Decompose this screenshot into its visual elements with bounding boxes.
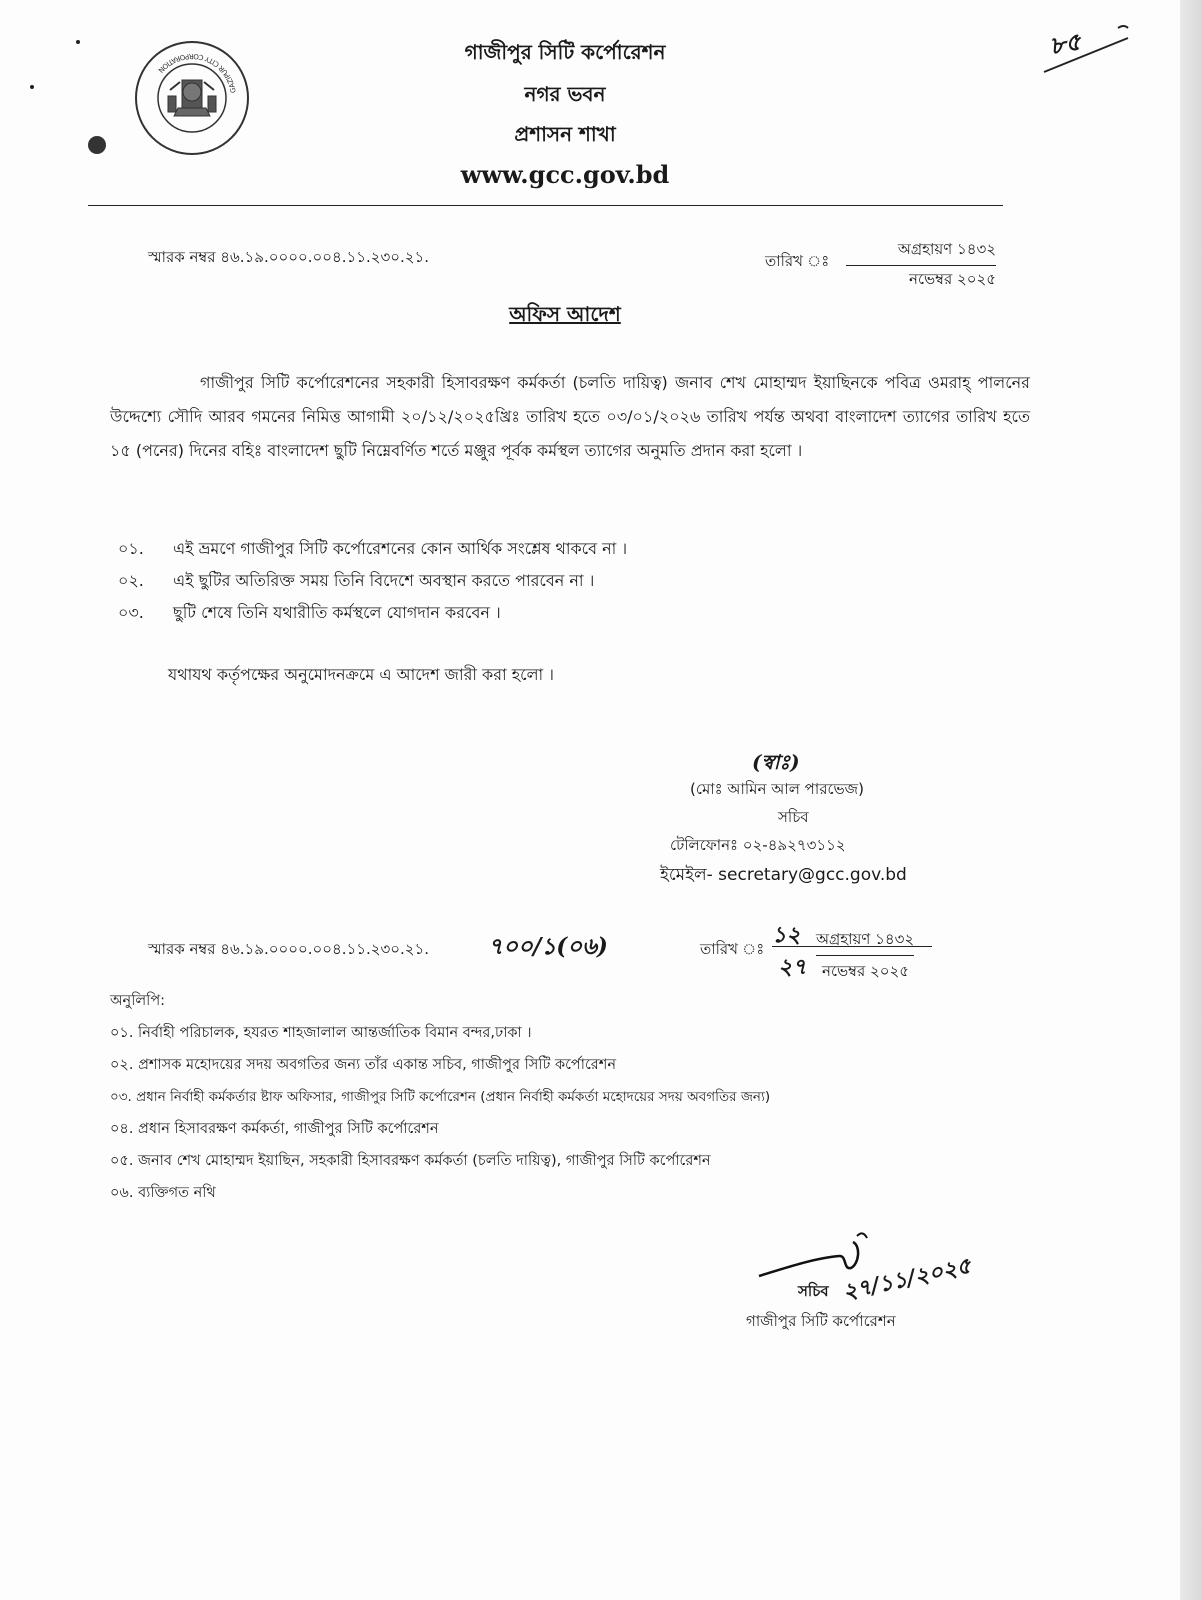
memo-date-english-top: নভেম্বর ২০২৫ <box>908 270 996 288</box>
condition-text: ছুটি শেষে তিনি যথারীতি কর্মস্থলে যোগদান করবেন । <box>173 603 501 622</box>
copies-section <box>110 990 770 1214</box>
copy-item: ০১. নির্বাহী পরিচালক, হযরত শাহজালাল আন্তর্জাতিক বিমান বন্দর,ঢাকা । <box>110 1025 532 1041</box>
branch-name: প্রশাসন শাখা <box>514 122 616 146</box>
copy-item: ০৬. ব্যক্তিগত নথি <box>110 1185 216 1201</box>
memo-ref-bottom: স্মারক নম্বর ৪৬.১৯.০০০০.০০৪.১১.২৩০.২১. <box>148 940 430 958</box>
copy-item: ০৫. জনাব শেখ মোহাম্মদ ইয়াছিন, সহকারী হিসাবরক্ষণ কর্মকর্তা (চলতি দায়িত্ব), গাজীপুর সিটি কর্পোরেশন <box>110 1153 711 1169</box>
condition-number: ০২. <box>118 571 144 590</box>
signed-mark: (স্বাঃ) <box>752 750 800 774</box>
copy-item: ০২. প্রশাসক মহোদয়ের সদয় অবগতির জন্য তাঁর একান্ত সচিব, গাজীপুর সিটি কর্পোরেশন <box>110 1057 617 1073</box>
corner-page-mark: ৮৫ <box>1047 26 1084 61</box>
header-divider <box>88 205 1003 206</box>
condition-number: ০১. <box>118 539 144 558</box>
memo-ref-top: স্মারক নম্বর ৪৬.১৯.০০০০.০০৪.১১.২৩০.২১. <box>148 248 430 266</box>
memo-date-label-bottom: তারিখ ঃ <box>700 940 765 958</box>
date-divider <box>772 946 932 947</box>
memo-date-english-bottom: নভেম্বর ২০২৫ <box>822 962 910 980</box>
signatory-designation: সচিব <box>778 808 809 826</box>
copy-item: ০৪. প্রধান হিসাবরক্ষণ কর্মকর্তা, গাজীপুর সিটি কর্পোরেশন <box>110 1121 439 1137</box>
memo-date-bangla-top: অগ্রহায়ণ ১৪৩২ <box>846 238 996 266</box>
memo-ref-handwritten: ৭০০/১(০৬) <box>488 933 608 960</box>
order-paragraph: গাজীপুর সিটি কর্পোরেশনের সহকারী হিসাবরক্ষণ কর্মকর্তা (চলতি দায়িত্ব) জনাব শেখ মোহাম্মদ ইয়াছিনকে পবিত্র ওমরাহ্ পালনের উদ্দেশ্যে সৌদি আরব গমনের নিমিত্ত আগামী ২০/১২/২০২৫খ্রিঃ তারিখ হতে ০৩/০১/২০২৬ তারিখ পর্যন্ত অথবা বাংলাদেশ ত্যাগের তারিখ হতে ১৫ (পনের) দিনের বহিঃ বাংলাদেশ ছুটি নিম্নেবর্ণিত শর্তে মঞ্জুর পূর্বক কর্মস্থল ত্যাগের অনুমতি প্রদান করা হলো । <box>110 373 1030 460</box>
condition-text: এই ছুটির অতিরিক্ত সময় তিনি বিদেশে অবস্থান করতে পারবেন না । <box>173 571 595 590</box>
building-name: নগর ভবন <box>524 82 606 106</box>
condition-item <box>118 536 627 568</box>
memo-day-bangla: ১২ <box>772 922 801 948</box>
signatory-name: (মোঃ আমিন আল পারভেজ) <box>690 780 864 798</box>
signatory-email: ইমেইল- secretary@gcc.gov.bd <box>660 865 907 885</box>
copy-item: ০৩. প্রধান নির্বাহী কর্মকর্তার ষ্টাফ অফিসার, গাজীপুর সিটি কর্পোরেশন (প্রধান নির্বাহী কর্মকর্তা মহোদয়ের সদয় অবগতির জন্য) <box>110 1089 771 1105</box>
condition-number: ০৩. <box>118 603 144 622</box>
memo-date-label-top: তারিখ ঃ <box>765 252 830 270</box>
condition-item <box>118 600 627 632</box>
conditions-list <box>118 536 627 632</box>
corner-mark-stroke <box>1040 20 1135 80</box>
condition-item <box>118 568 627 600</box>
copies-heading: অনুলিপি: <box>110 993 166 1009</box>
page-edge-shadow <box>1180 0 1202 1600</box>
footer-sign-date: ২৭/১১/২০২৫ <box>840 1252 974 1306</box>
memo-day-english: ২৭ <box>778 954 807 980</box>
memo-date-bangla-bottom: অগ্রহায়ণ ১৪৩২ <box>816 928 914 956</box>
approval-line: যথাযথ কর্তৃপক্ষের অনুমোদনক্রমে এ আদেশ জারী করা হলো । <box>168 665 554 684</box>
condition-text: এই ভ্রমণে গাজীপুর সিটি কর্পোরেশনের কোন আর্থিক সংশ্লেষ থাকবে না । <box>173 539 628 558</box>
signatory-phone: টেলিফোনঃ ০২-৪৯২৭৩১১২ <box>670 836 846 854</box>
seal-text: GAZIPUR CITY CORPORATION <box>156 51 238 94</box>
footer-org: গাজীপুর সিটি কর্পোরেশন <box>746 1312 896 1330</box>
org-name: গাজীপুর সিটি কর্পোরেশন <box>464 40 666 64</box>
footer-designation: সচিব <box>798 1282 829 1300</box>
website: www.gcc.gov.bd <box>460 160 670 189</box>
order-title: অফিস আদেশ <box>509 302 621 326</box>
